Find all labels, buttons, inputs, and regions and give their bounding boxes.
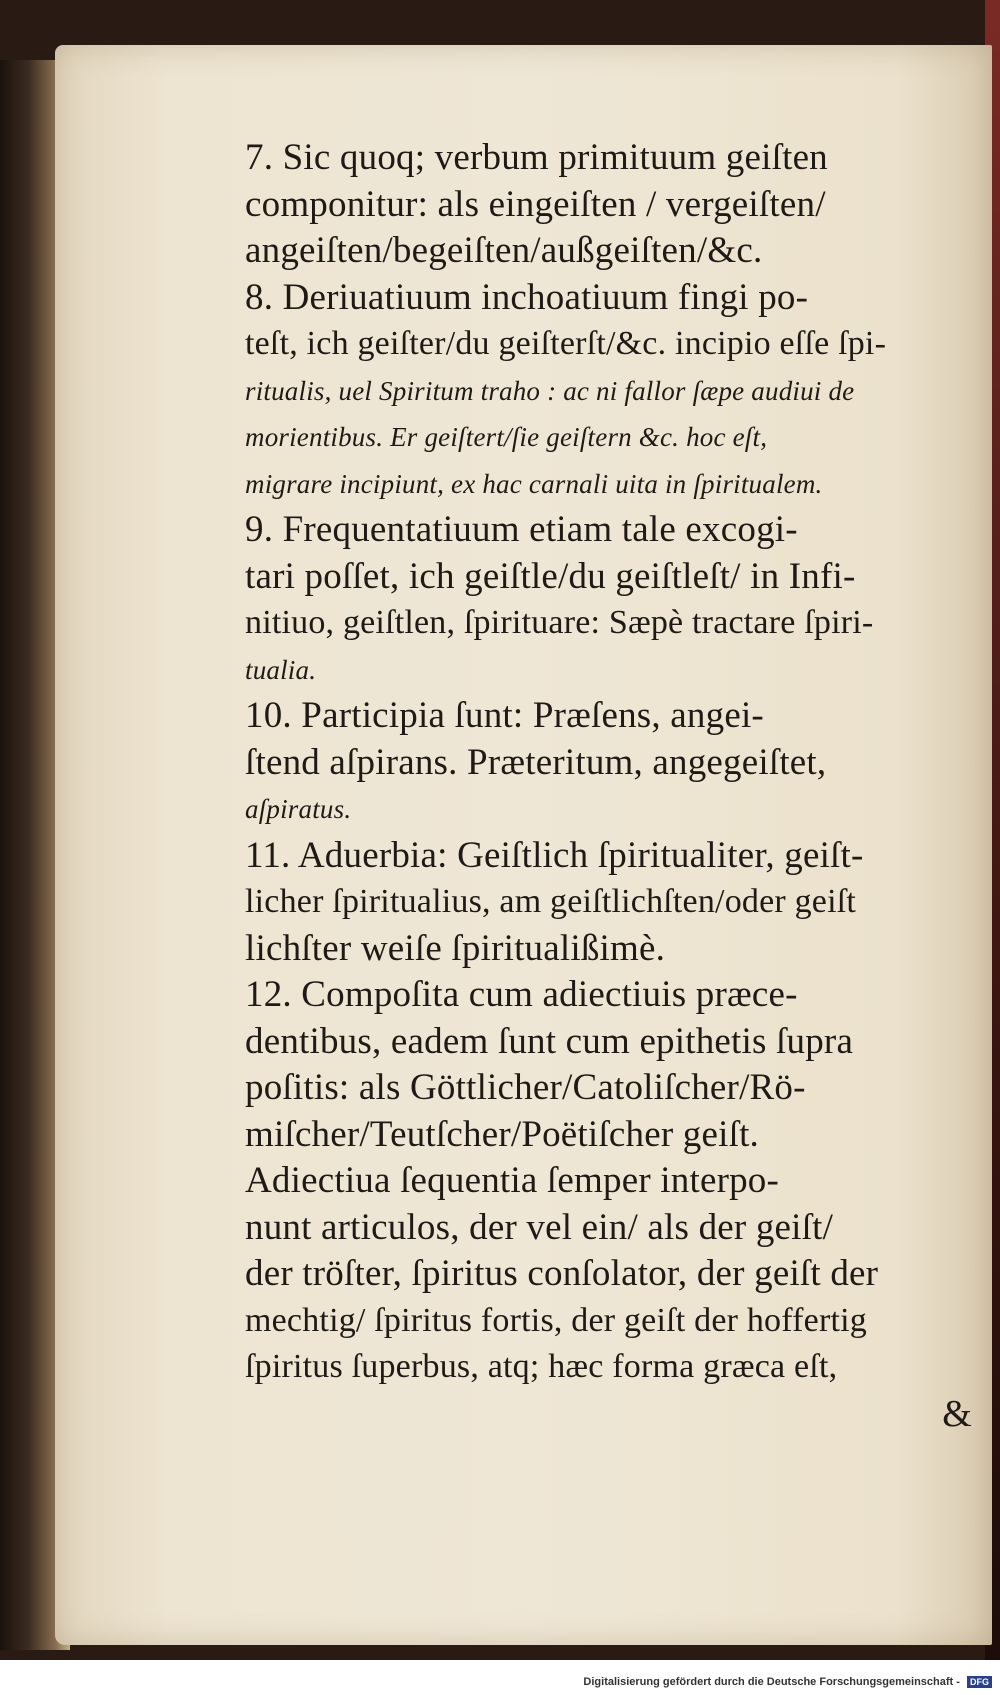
text-line: lichſter weiſe ſpiritualißimè. [245,927,666,969]
text-line: tualia. [245,654,317,685]
text-line: 9. Frequentatiuum etiam tale excogi- [245,509,798,550]
text-line: componitur: als eingeiſten / vergeiſten/ [245,183,826,225]
text-line: teſt, ich geiſter/du geiſterſt/&c. incipio eſſe ſpi- [245,325,887,362]
text-line: migrare incipiunt, ex hac carnali uita in ſpiritualem. [245,468,823,499]
text-line: mechtig/ ſpiritus fortis, der geiſt der hoffertig [245,1301,867,1339]
text-line: aſpiratus. [245,794,352,824]
text-line: 11. Aduerbia: Geiſtlich ſpiritualiter, geiſt- [245,834,864,876]
text-line: Adiectiua ſequentia ſemper interpo- [245,1160,780,1201]
text-line: ſtend aſpirans. Præteritum, angegeiſtet, [245,741,827,783]
text-line: tari poſſet, ich geiſtle/du geiſtleſt/ in Infi- [245,555,856,597]
page-text [245,135,980,1437]
text-line: nitiuo, geiſtlen, ſpirituare: Sæpè tractare ſpiri- [245,604,874,641]
credit-text: Digitalisierung gefördert durch die Deutsche Forschungsgemeinschaft - [583,1676,960,1688]
text-line: dentibus, eadem ſunt cum epithetis ſupra [245,1020,854,1062]
text-line: ſpiritus ſuperbus, atq; hæc forma græca eſt, [245,1348,838,1385]
text-line: miſcher/Teutſcher/Poëtiſcher geiſt. [245,1113,759,1155]
text-line: nunt articulos, der vel ein/ als der geiſt/ [245,1206,834,1248]
text-line: der tröſter, ſpiritus conſolator, der geiſt der [245,1253,879,1294]
catchword: & [942,1392,972,1435]
text-line: 12. Compoſita cum adiectiuis præce- [245,974,798,1015]
text-line: 8. Deriuatiuum inchoatiuum fingi po- [245,276,809,318]
digitization-credit [0,1676,992,1688]
dfg-logo: DFG [967,1676,992,1688]
text-line: licher ſpiritualius, am geiſtlichſten/oder geiſt [245,883,857,920]
text-line: morientibus. Er geiſtert/ſie geiſtern &c. hoc eſt, [245,422,768,452]
text-line: poſitis: als Göttlicher/Catoliſcher/Rö- [245,1067,806,1108]
text-line: 7. Sic quoq; verbum primituum geiſten [245,137,828,178]
text-line: ritualis, uel Spiritum traho : ac ni fallor ſæpe audiui de [245,375,855,406]
text-line: angeiſten/begeiſten/außgeiſten/&c. [245,230,763,271]
text-line: 10. Participia ſunt: Præſens, angei- [245,695,764,736]
